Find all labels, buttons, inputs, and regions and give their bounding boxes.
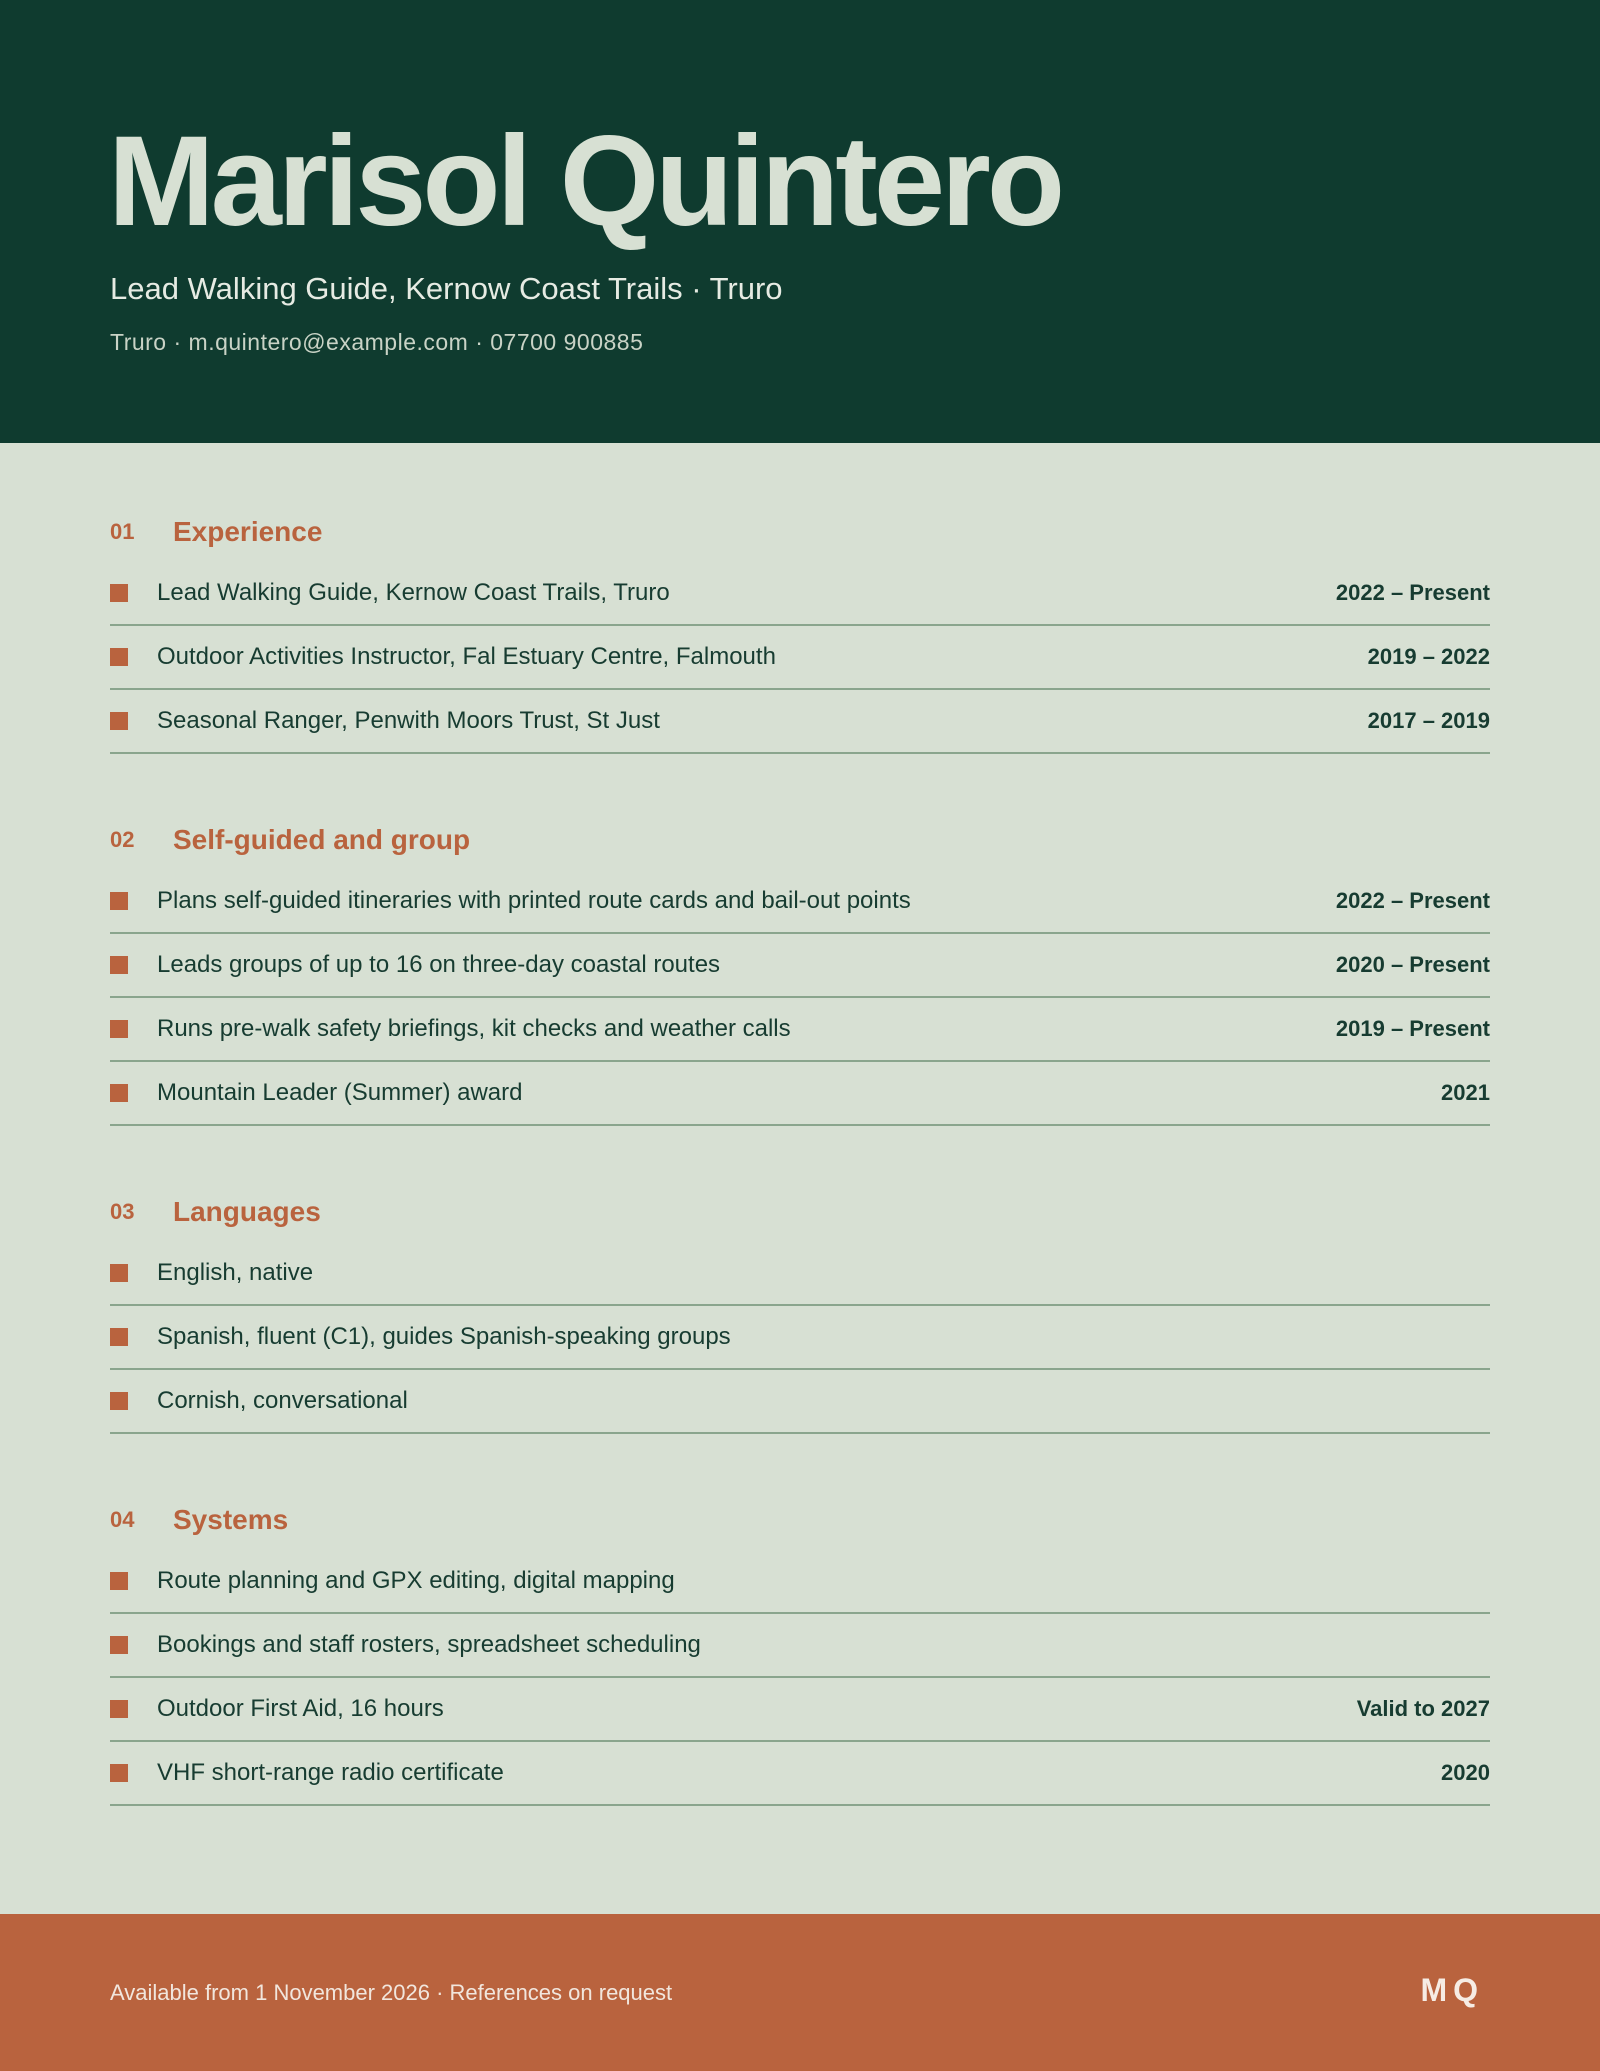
section-header xyxy=(110,818,1490,862)
square-bullet-icon xyxy=(110,1392,128,1410)
list-item xyxy=(110,1370,1490,1434)
section-title: Systems xyxy=(173,1504,289,1535)
header xyxy=(0,0,1600,443)
item-text: Outdoor Activities Instructor, Fal Estuary Centre, Falmouth xyxy=(157,643,776,670)
square-bullet-icon xyxy=(110,1328,128,1346)
list-item xyxy=(110,1614,1490,1678)
item-text: Bookings and staff rosters, spreadsheet scheduling xyxy=(157,1631,701,1658)
item-text: Route planning and GPX editing, digital mapping xyxy=(157,1567,675,1594)
square-bullet-icon xyxy=(110,1764,128,1782)
section-number: 03 xyxy=(110,1199,135,1224)
item-date: 2022 – Present xyxy=(1335,888,1490,913)
role-subtitle: Lead Walking Guide, Kernow Coast Trails · Truro xyxy=(110,271,783,306)
square-bullet-icon xyxy=(110,712,128,730)
square-bullet-icon xyxy=(110,1572,128,1590)
item-date: Valid to 2027 xyxy=(1356,1696,1490,1721)
square-bullet-icon xyxy=(110,648,128,666)
section-systems xyxy=(110,1498,1490,1806)
item-date: 2022 – Present xyxy=(1335,580,1490,605)
section-self-guided-and-group xyxy=(110,818,1490,1126)
section-title: Experience xyxy=(173,516,323,547)
item-text: Leads groups of up to 16 on three-day coastal routes xyxy=(157,951,721,978)
square-bullet-icon xyxy=(110,956,128,974)
item-text: Plans self-guided itineraries with printed route cards and bail-out points xyxy=(157,887,911,914)
list-item xyxy=(110,1306,1490,1370)
item-text: Spanish, fluent (C1), guides Spanish-speaking groups xyxy=(157,1323,731,1350)
list-item xyxy=(110,870,1490,934)
item-text: Cornish, conversational xyxy=(157,1387,408,1414)
item-date: 2017 – 2019 xyxy=(1367,708,1490,733)
monogram: MQ xyxy=(1420,1972,1484,2008)
section-header xyxy=(110,1190,1490,1234)
contact-line: Truro · m.quintero@example.com · 07700 900885 xyxy=(110,329,644,355)
list-item xyxy=(110,562,1490,626)
item-date: 2020 xyxy=(1441,1760,1490,1785)
item-date: 2021 xyxy=(1441,1080,1490,1105)
item-text: Lead Walking Guide, Kernow Coast Trails, Truro xyxy=(157,579,670,606)
section-header xyxy=(110,510,1490,554)
square-bullet-icon xyxy=(110,1636,128,1654)
item-text: English, native xyxy=(157,1259,314,1286)
section-title: Languages xyxy=(173,1196,321,1227)
list-item xyxy=(110,1678,1490,1742)
section-title: Self-guided and group xyxy=(173,824,471,855)
section-header xyxy=(110,1498,1490,1542)
section-languages xyxy=(110,1190,1490,1434)
footer xyxy=(0,1914,1600,2071)
list-item xyxy=(110,626,1490,690)
square-bullet-icon xyxy=(110,584,128,602)
section-number: 01 xyxy=(110,519,135,544)
section-number: 04 xyxy=(110,1507,135,1532)
item-date: 2020 – Present xyxy=(1335,952,1490,977)
square-bullet-icon xyxy=(110,1700,128,1718)
item-text: Seasonal Ranger, Penwith Moors Trust, St Just xyxy=(157,707,660,734)
item-text: VHF short-range radio certificate xyxy=(157,1759,504,1786)
square-bullet-icon xyxy=(110,1264,128,1282)
item-text: Outdoor First Aid, 16 hours xyxy=(157,1695,444,1722)
item-date: 2019 – 2022 xyxy=(1367,644,1490,669)
list-item xyxy=(110,1062,1490,1126)
availability-note: Available from 1 November 2026 · References on request xyxy=(110,1980,673,2005)
resume-content xyxy=(110,510,1490,1870)
item-text: Runs pre-walk safety briefings, kit checks and weather calls xyxy=(157,1015,791,1042)
square-bullet-icon xyxy=(110,1084,128,1102)
section-number: 02 xyxy=(110,827,135,852)
square-bullet-icon xyxy=(110,1020,128,1038)
name-heading: Marisol Quintero xyxy=(108,110,1061,253)
list-item xyxy=(110,1742,1490,1806)
section-experience xyxy=(110,510,1490,754)
item-date: 2019 – Present xyxy=(1335,1016,1490,1041)
list-item xyxy=(110,1550,1490,1614)
list-item xyxy=(110,934,1490,998)
square-bullet-icon xyxy=(110,892,128,910)
item-text: Mountain Leader (Summer) award xyxy=(157,1079,523,1106)
list-item xyxy=(110,1242,1490,1306)
list-item xyxy=(110,998,1490,1062)
list-item xyxy=(110,690,1490,754)
